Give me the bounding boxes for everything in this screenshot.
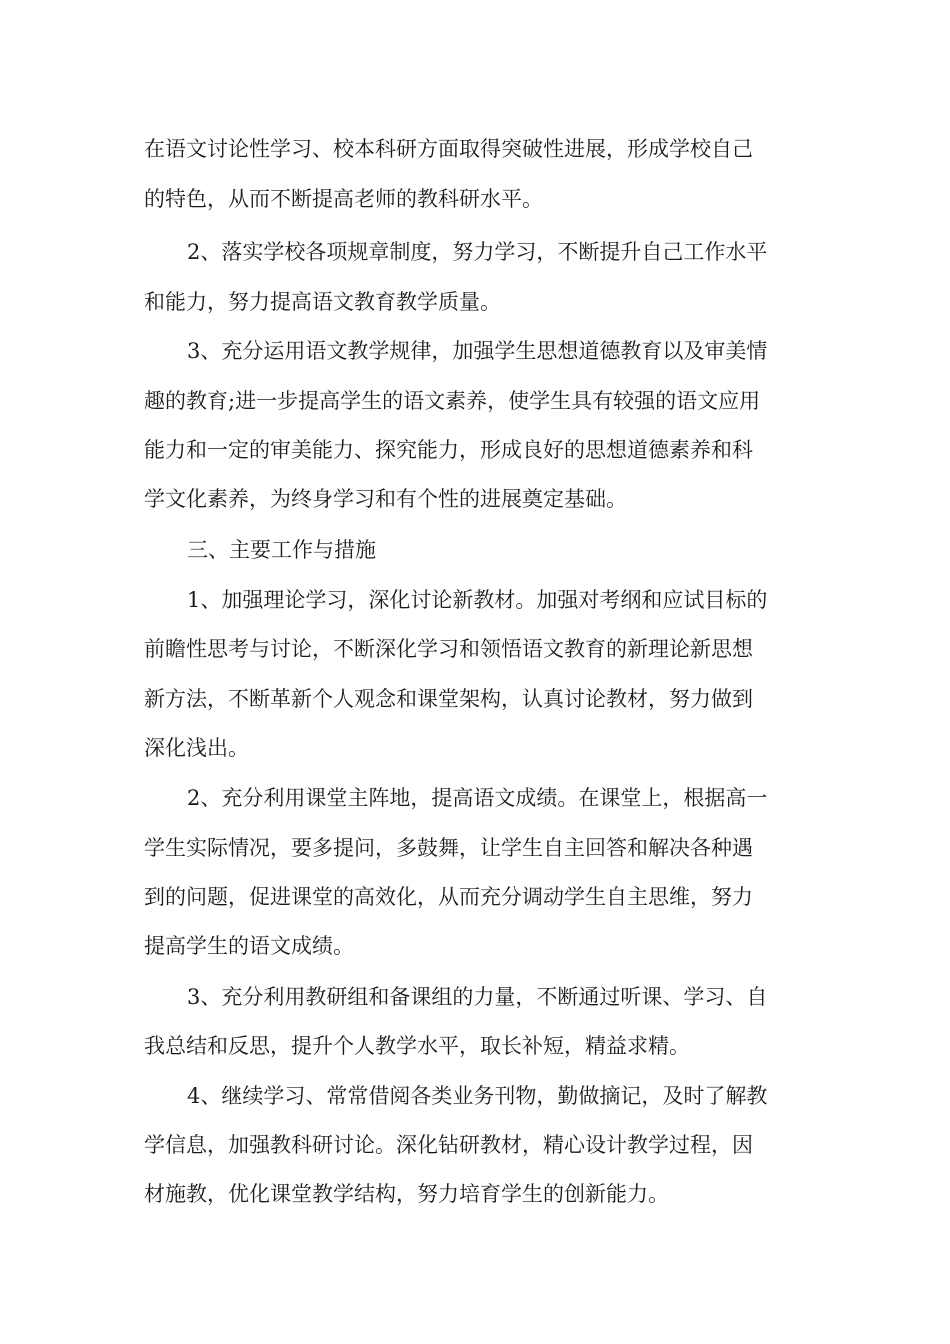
paragraph-line: 我总结和反思，提升个人教学水平，取长补短，精益求精。 (144, 1034, 690, 1058)
paragraph-line: 深化浅出。 (144, 736, 249, 760)
paragraph-line: 学文化素养，为终身学习和有个性的进展奠定基础。 (144, 487, 627, 511)
paragraph-line: 提高学生的语文成绩。 (144, 934, 354, 958)
paragraph-line: 到的问题，促进课堂的高效化，从而充分调动学生自主思维，努力 (144, 885, 753, 909)
paragraph-line: 学信息，加强教科研讨论。深化钻研教材，精心设计教学过程，因 (144, 1133, 753, 1157)
paragraph-line: 材施教，优化课堂教学结构，努力培育学生的创新能力。 (144, 1182, 669, 1206)
section-heading: 三、主要工作与措施 (187, 538, 376, 562)
paragraph-line: 2、充分利用课堂主阵地，提高语文成绩。在课堂上，根据高一 (187, 786, 768, 810)
paragraph-line: 趣的教育;进一步提高学生的语文素养，使学生具有较强的语文应用 (144, 389, 761, 413)
paragraph-line: 能力和一定的审美能力、探究能力，形成良好的思想道德素养和科 (144, 438, 753, 462)
paragraph-line: 3、充分运用语文教学规律，加强学生思想道德教育以及审美情 (187, 339, 768, 363)
paragraph-line: 1、加强理论学习，深化讨论新教材。加强对考纲和应试目标的 (187, 588, 768, 612)
paragraph-line: 新方法，不断革新个人观念和课堂架构，认真讨论教材，努力做到 (144, 687, 753, 711)
paragraph-line: 4、继续学习、常常借阅各类业务刊物，勤做摘记，及时了解教 (187, 1084, 768, 1108)
paragraph-line: 2、落实学校各项规章制度，努力学习，不断提升自己工作水平 (187, 240, 768, 264)
paragraph-line: 前瞻性思考与讨论，不断深化学习和领悟语文教育的新理论新思想 (144, 637, 753, 661)
paragraph-line: 学生实际情况，要多提问，多鼓舞，让学生自主回答和解决各种遇 (144, 836, 753, 860)
paragraph-line: 和能力，努力提高语文教育教学质量。 (144, 290, 501, 314)
paragraph-line: 的特色，从而不断提高老师的教科研水平。 (144, 187, 543, 211)
paragraph-line: 3、充分利用教研组和备课组的力量，不断通过听课、学习、自 (187, 985, 768, 1009)
paragraph-line: 在语文讨论性学习、校本科研方面取得突破性进展，形成学校自己 (144, 137, 753, 161)
